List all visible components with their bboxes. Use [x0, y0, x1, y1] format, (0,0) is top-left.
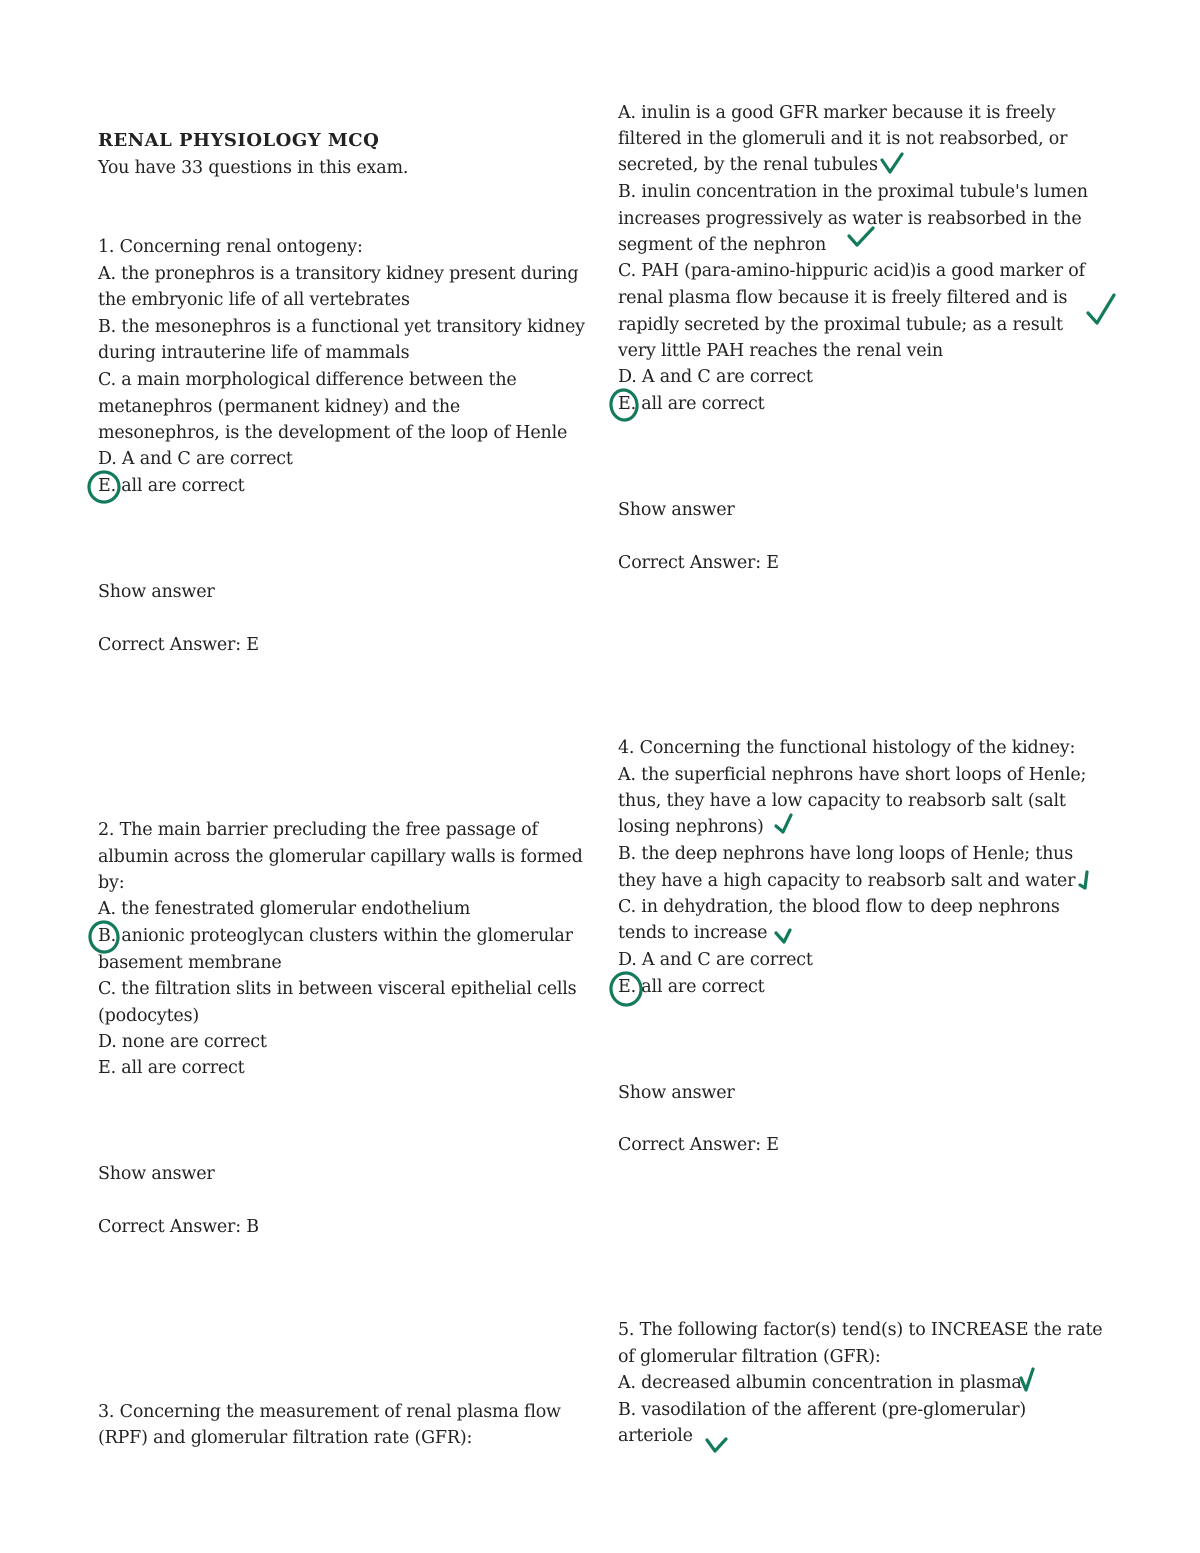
option-a: A. the superficial nephrons have short loops of Henle; — [618, 765, 1087, 785]
option-c-cont: mesonephros, is the development of the loop of Henle — [98, 423, 568, 443]
option-c: C. a main morphological difference between the — [98, 370, 517, 390]
option-a-cont: the embryonic life of all vertebrates — [98, 290, 410, 310]
option-c: C. in dehydration, the blood flow to deep nephrons — [618, 897, 1060, 917]
question-stem: 1. Concerning renal ontogeny: — [98, 237, 363, 257]
option-d: D. A and C are correct — [618, 367, 813, 387]
check-mark — [776, 930, 790, 942]
option-e: E. all are correct — [98, 476, 245, 496]
option-b: B. the deep nephrons have long loops of Henle; thus — [618, 844, 1074, 864]
option-c: C. the filtration slits in between visceral epithelial cells — [98, 979, 577, 999]
check-mark — [882, 154, 902, 172]
option-b: B. inulin concentration in the proximal tubule's lumen — [618, 182, 1088, 202]
option-b-cont: basement membrane — [98, 953, 282, 973]
check-mark — [1080, 872, 1087, 888]
option-d: D. none are correct — [98, 1032, 267, 1052]
option-a: A. the pronephros is a transitory kidney present during — [98, 264, 579, 284]
option-a-cont: filtered in the glomeruli and it is not reabsorbed, or — [618, 129, 1068, 149]
check-mark — [1088, 295, 1114, 323]
correct-answer: Correct Answer: B — [98, 1217, 259, 1237]
option-b-cont: they have a high capacity to reabsorb salt and water — [618, 871, 1076, 891]
option-c-cont: very little PAH reaches the renal vein — [618, 341, 943, 361]
option-d: D. A and C are correct — [98, 449, 293, 469]
option-b: B. vasodilation of the afferent (pre-glomerular) — [618, 1400, 1026, 1420]
option-e: E. all are correct — [98, 1058, 245, 1078]
option-b: B. the mesonephros is a functional yet transitory kidney — [98, 317, 585, 337]
option-c-cont: metanephros (permanent kidney) and the — [98, 397, 461, 417]
correct-answer: Correct Answer: E — [618, 1135, 779, 1155]
option-b-cont: increases progressively as water is reabsorbed in the — [618, 209, 1082, 229]
check-mark — [1021, 1369, 1033, 1390]
show-answer-link[interactable]: Show answer — [98, 1164, 215, 1184]
option-b-cont: during intrauterine life of mammals — [98, 343, 410, 363]
option-a-cont: losing nephrons) — [618, 817, 764, 837]
option-c-cont: (podocytes) — [98, 1006, 199, 1026]
option-d: D. A and C are correct — [618, 950, 813, 970]
question-stem: 2. The main barrier precluding the free passage of — [98, 820, 538, 840]
check-mark — [707, 1439, 726, 1451]
option-a: A. decreased albumin concentration in plasma — [618, 1373, 1022, 1393]
question-stem: 3. Concerning the measurement of renal plasma flow — [98, 1402, 561, 1422]
document-title: RENAL PHYSIOLOGY MCQ — [98, 130, 380, 151]
option-a-cont: secreted, by the renal tubules — [618, 155, 878, 175]
correct-answer: Correct Answer: E — [618, 553, 779, 573]
document-subtitle: You have 33 questions in this exam. — [98, 158, 409, 178]
option-c-cont: rapidly secreted by the proximal tubule; as a result — [618, 315, 1063, 335]
option-c: C. PAH (para-amino-hippuric acid)is a good marker of — [618, 261, 1085, 281]
question-stem: 4. Concerning the functional histology of the kidney: — [618, 738, 1076, 758]
option-b: B. anionic proteoglycan clusters within the glomerular — [98, 926, 573, 946]
question-stem: 5. The following factor(s) tend(s) to INCREASE the rate — [618, 1320, 1103, 1340]
option-a: A. inulin is a good GFR marker because it is freely — [618, 103, 1056, 123]
option-c-cont: tends to increase — [618, 923, 768, 943]
option-a: A. the fenestrated glomerular endothelium — [98, 899, 471, 919]
option-b-cont: arteriole — [618, 1426, 693, 1446]
show-answer-link[interactable]: Show answer — [618, 1083, 735, 1103]
show-answer-link[interactable]: Show answer — [98, 582, 215, 602]
show-answer-link[interactable]: Show answer — [618, 500, 735, 520]
option-b-cont: segment of the nephron — [618, 235, 827, 255]
option-c-cont: renal plasma flow because it is freely filtered and is — [618, 288, 1068, 308]
option-a-cont: thus, they have a low capacity to reabsorb salt (salt — [618, 791, 1066, 811]
question-stem-cont: albumin across the glomerular capillary walls is formed — [98, 847, 583, 867]
question-stem-cont: (RPF) and glomerular filtration rate (GFR): — [98, 1428, 473, 1448]
check-mark — [776, 815, 791, 832]
option-e: E. all are correct — [618, 394, 765, 414]
question-stem-cont: by: — [98, 873, 125, 893]
correct-answer: Correct Answer: E — [98, 635, 259, 655]
question-stem-cont: of glomerular filtration (GFR): — [618, 1347, 881, 1367]
option-e: E. all are correct — [618, 977, 765, 997]
